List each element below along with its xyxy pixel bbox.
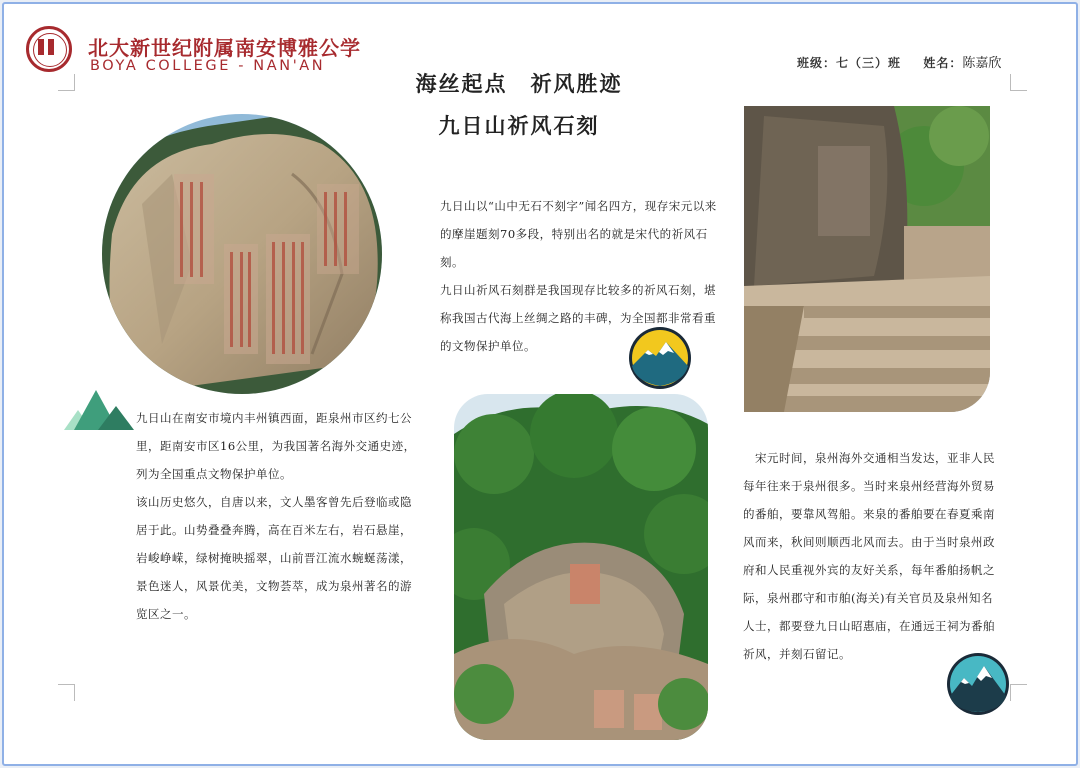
school-logo [26,26,72,72]
carved-rock-face-photo [102,114,382,394]
paragraph: 九日山在南安市境内丰州镇西面，距泉州市区约七公里，距南安市区16公里，为我国著名海外交通史迹，列为全国重点文物保护单位。 [136,411,416,481]
class-info [797,52,1001,71]
stone-steps-cliff-carving-photo [744,106,990,412]
mountain-badge-icon [628,326,692,390]
class-label: 班级：七（三）班 [797,56,902,70]
crop-mark [1010,684,1027,701]
poster-page [2,2,1078,766]
mountain-icon [64,388,134,430]
paragraph: 该山历史悠久，自唐以来，文人墨客曾先后登临或隐居于此。山势叠叠奔腾，高在百米左右，岩石悬崖，岩峻峥嵘，绿树掩映摇翠，山前晋江流水蜿蜒荡漾，景色迷人，风景优美，文物荟萃，成为泉州著名的游览区之一。 [136,495,412,621]
name-label: 姓名： [923,56,963,70]
page-subtitle: 九日山祈风石刻 [438,113,600,138]
forested-hill-rock-carving-photo [454,394,708,740]
crop-mark [58,684,75,701]
paragraph: 九日山以“山中无石不刻字”闻名四方，现存宋元以来的摩崖题刻70多段，特别出名的就是宋代的祈风石刻。 [440,199,717,269]
crop-mark [1010,74,1027,91]
paragraph: 九日山祈风石刻群是我国现存比较多的祈风石刻，堪称我国古代海上丝绸之路的丰碑，为全国都非常看重的文物保护单位。 [440,283,716,353]
student-name: 陈嘉欣 [962,56,1002,71]
history-text [743,444,1001,668]
mountain-badge-icon [946,652,1010,716]
paragraph: 宋元时间，泉州海外交通相当发达，亚非人民每年往来于泉州很多。当时来泉州经营海外贸易的番舶，要靠风驾船。来泉的番舶要在春夏乘南风而来，秋间则顺西北风而去。由于当时泉州政府和人民重视外宾的友好关系，每年番舶扬帆之际，泉州郡守和市舶(海关)有关官员及泉州知名人士，都要登九日山昭惠庙，在通远王祠为番舶祈风，并刻石留记。 [743,451,995,661]
school-name-cn: 北大新世纪附属南安博雅公学 [88,36,361,60]
location-text [136,404,418,628]
school-name-en: BOYA COLLEGE - NAN'AN [90,58,326,74]
crop-mark [58,74,75,91]
page-title: 海丝起点 祈风胜迹 [415,71,623,96]
